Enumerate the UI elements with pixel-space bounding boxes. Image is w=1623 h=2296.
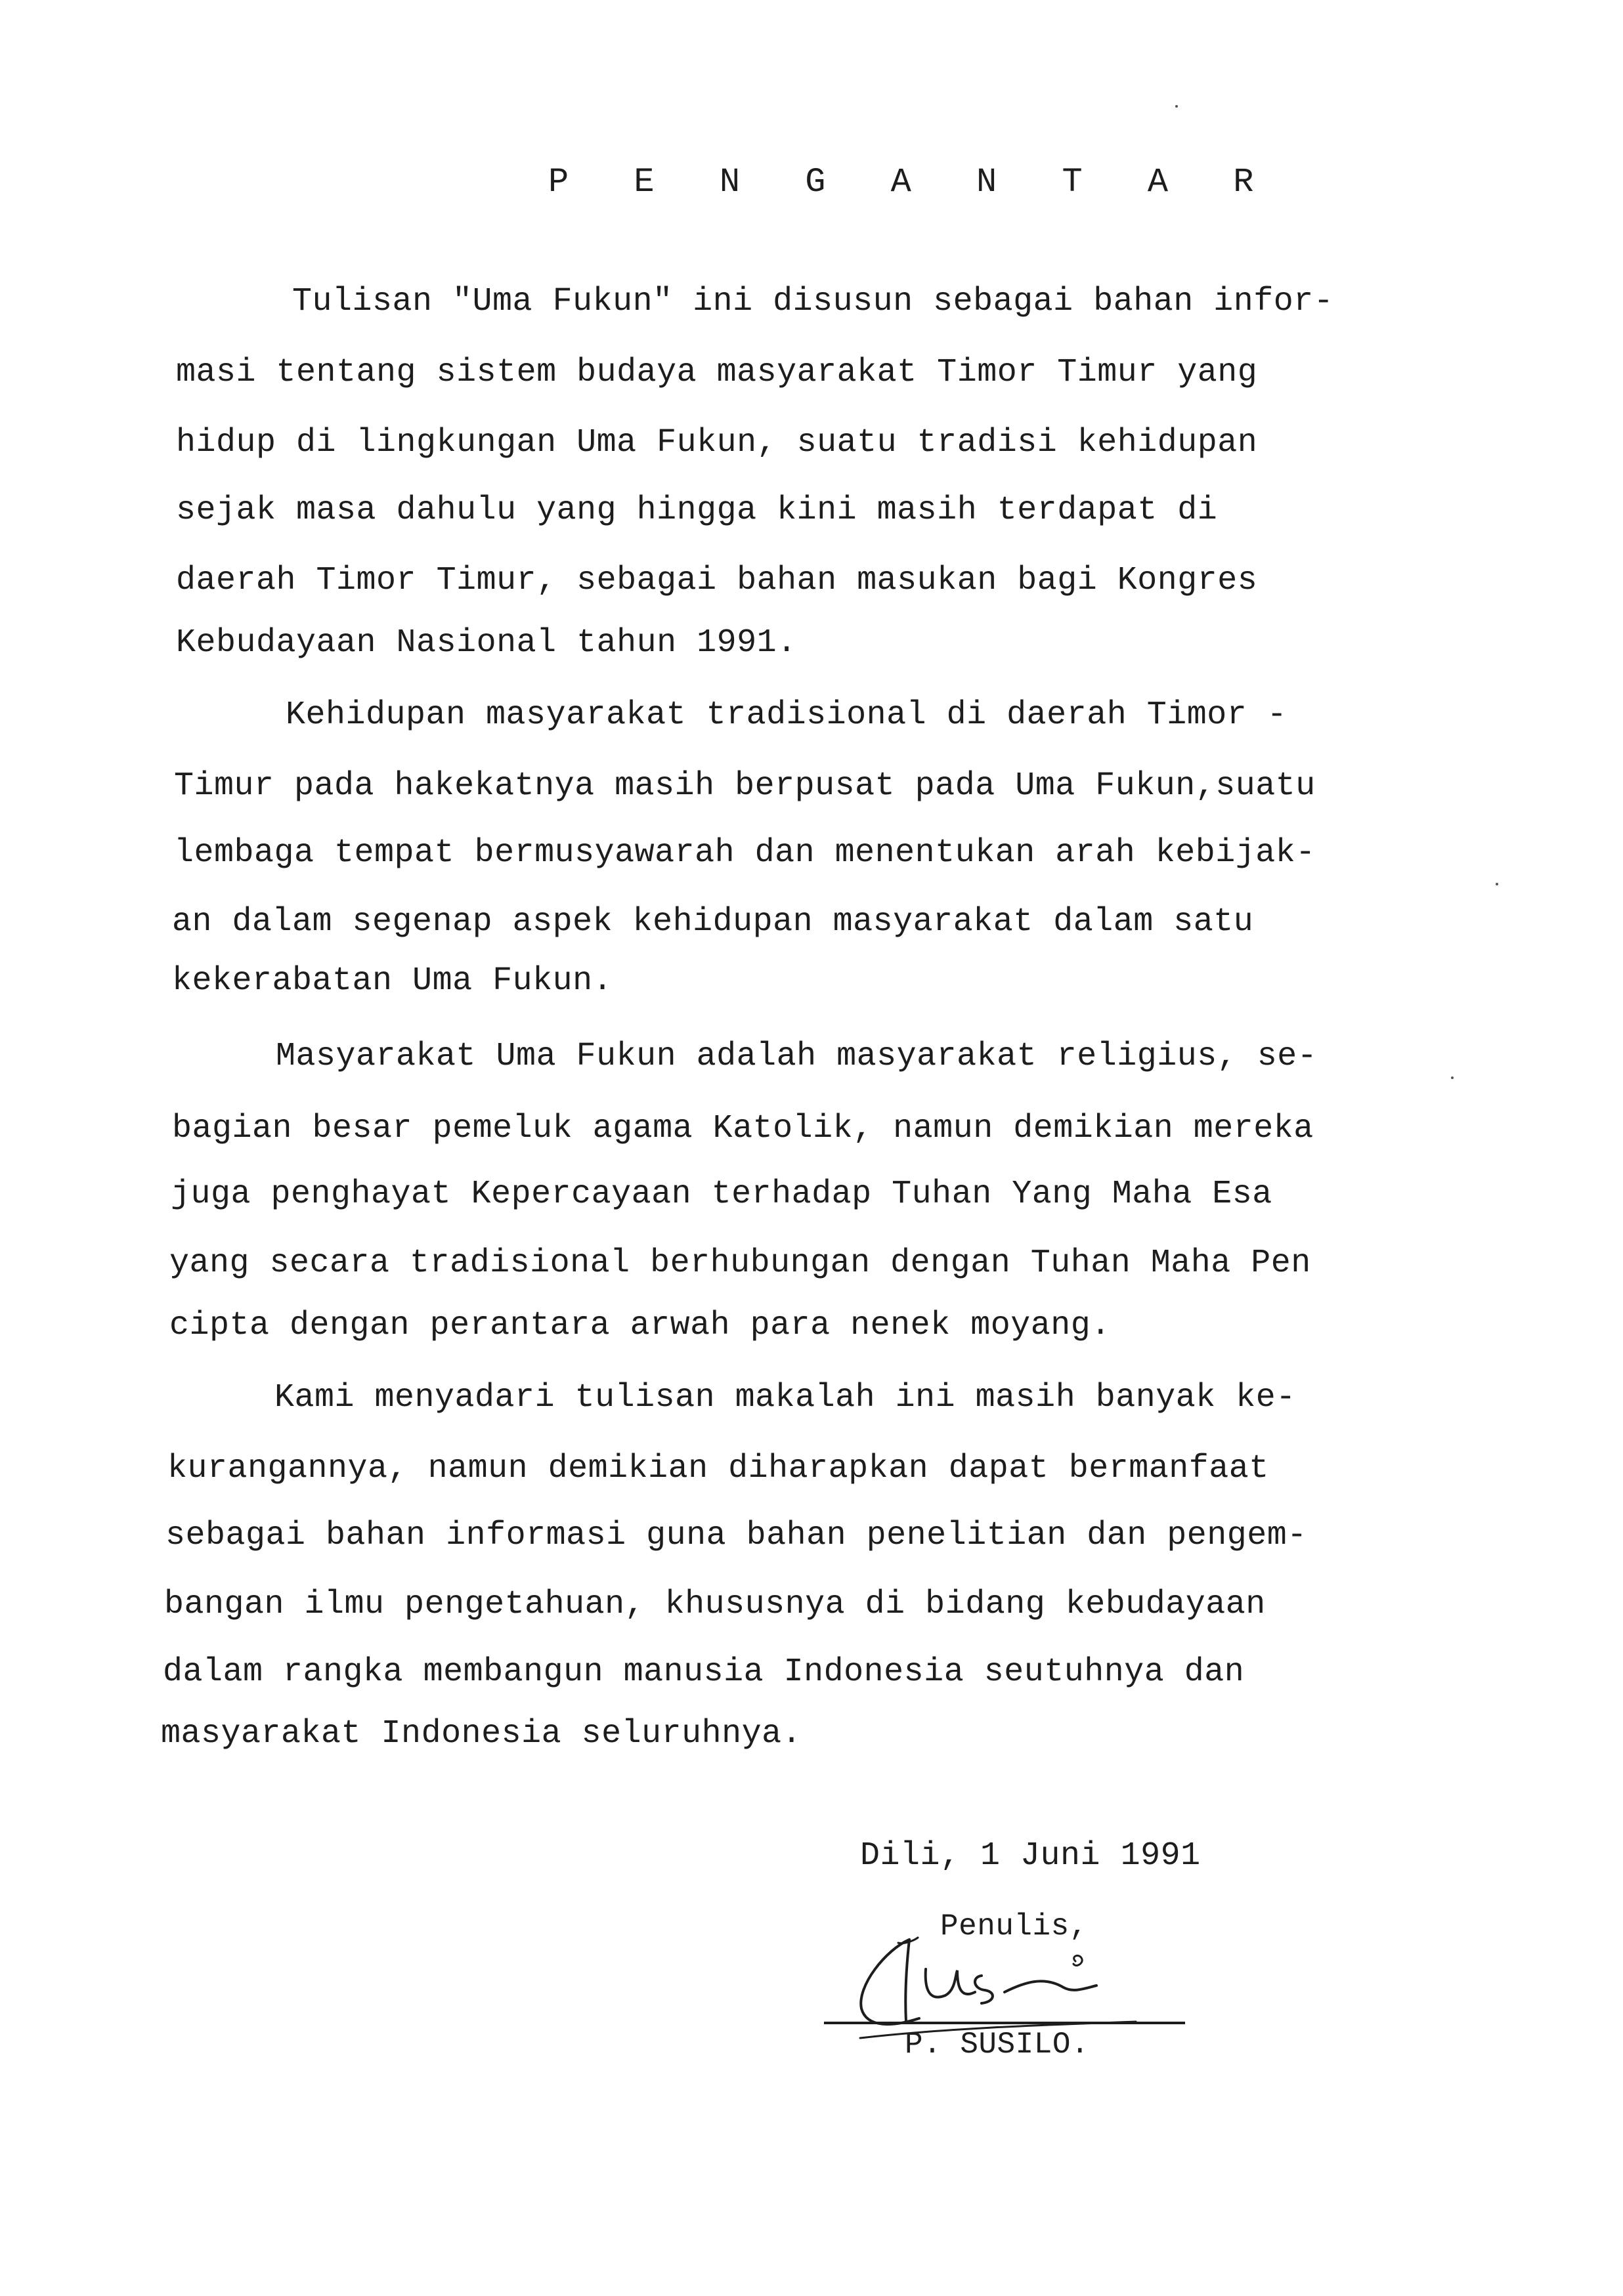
paragraph-3-line-3: juga penghayat Kepercayaan terhadap Tuhan Yang Maha Esa (171, 1176, 1272, 1213)
signature-line (824, 2022, 1185, 2024)
paragraph-4-line-3: sebagai bahan informasi guna bahan penelitian dan pengem- (165, 1517, 1307, 1554)
paragraph-4-line-5: dalam rangka membangun manusia Indonesia seutuhnya dan (163, 1653, 1245, 1691)
paragraph-4-line-1: Kami menyadari tulisan makalah ini masih banyak ke- (274, 1379, 1296, 1416)
paragraph-3-line-5: cipta dengan perantara arwah para nenek moyang. (169, 1307, 1111, 1344)
paragraph-1-line-1: Tulisan "Uma Fukun" ini disusun sebagai bahan infor- (292, 283, 1334, 320)
paragraph-2-line-4: an dalam segenap aspek kehidupan masyarakat dalam satu (172, 903, 1254, 941)
paragraph-1-line-4: sejak masa dahulu yang hingga kini masih terdapat di (176, 492, 1218, 529)
paragraph-2-line-1: Kehidupan masyarakat tradisional di daerah Timor - (286, 696, 1288, 734)
scan-speck (1175, 105, 1178, 108)
author-name: P. SUSILO. (905, 2028, 1090, 2062)
paragraph-2-line-2: Timur pada hakekatnya masih berpusat pada Uma Fukun,suatu (174, 767, 1316, 805)
paragraph-1-line-3: hidup di lingkungan Uma Fukun, suatu tradisi kehidupan (176, 424, 1258, 461)
paragraph-2-line-3: lembaga tempat bermusyawarah dan menentukan arah kebijak- (174, 834, 1316, 872)
page-title: P E N G A N T A R (548, 163, 1276, 202)
signer-role: Penulis, (940, 1909, 1088, 1944)
paragraph-3-line-4: yang secara tradisional berhubungan dengan Tuhan Maha Pen (169, 1244, 1311, 1282)
paragraph-1-line-5: daerah Timor Timur, sebagai bahan masukan bagi Kongres (176, 562, 1258, 599)
paragraph-4-line-6: masyarakat Indonesia seluruhnya. (161, 1715, 802, 1753)
paragraph-3-line-2: bagian besar pemeluk agama Katolik, namun demikian mereka (172, 1110, 1314, 1147)
paragraph-4-line-4: bangan ilmu pengetahuan, khususnya di bidang kebudayaan (164, 1586, 1266, 1623)
paragraph-3-line-1: Masyarakat Uma Fukun adalah masyarakat religius, se- (276, 1038, 1318, 1075)
paragraph-4-line-2: kurangannya, namun demikian diharapkan dapat bermanfaat (167, 1450, 1269, 1487)
paragraph-1-line-2: masi tentang sistem budaya masyarakat Timor Timur yang (176, 354, 1258, 391)
place-date: Dili, 1 Juni 1991 (860, 1837, 1201, 1875)
paragraph-1-line-6: Kebudayaan Nasional tahun 1991. (176, 624, 797, 662)
scan-speck (1451, 1076, 1454, 1079)
paragraph-2-line-5: kekerabatan Uma Fukun. (172, 962, 613, 1000)
scan-speck (1496, 883, 1498, 885)
